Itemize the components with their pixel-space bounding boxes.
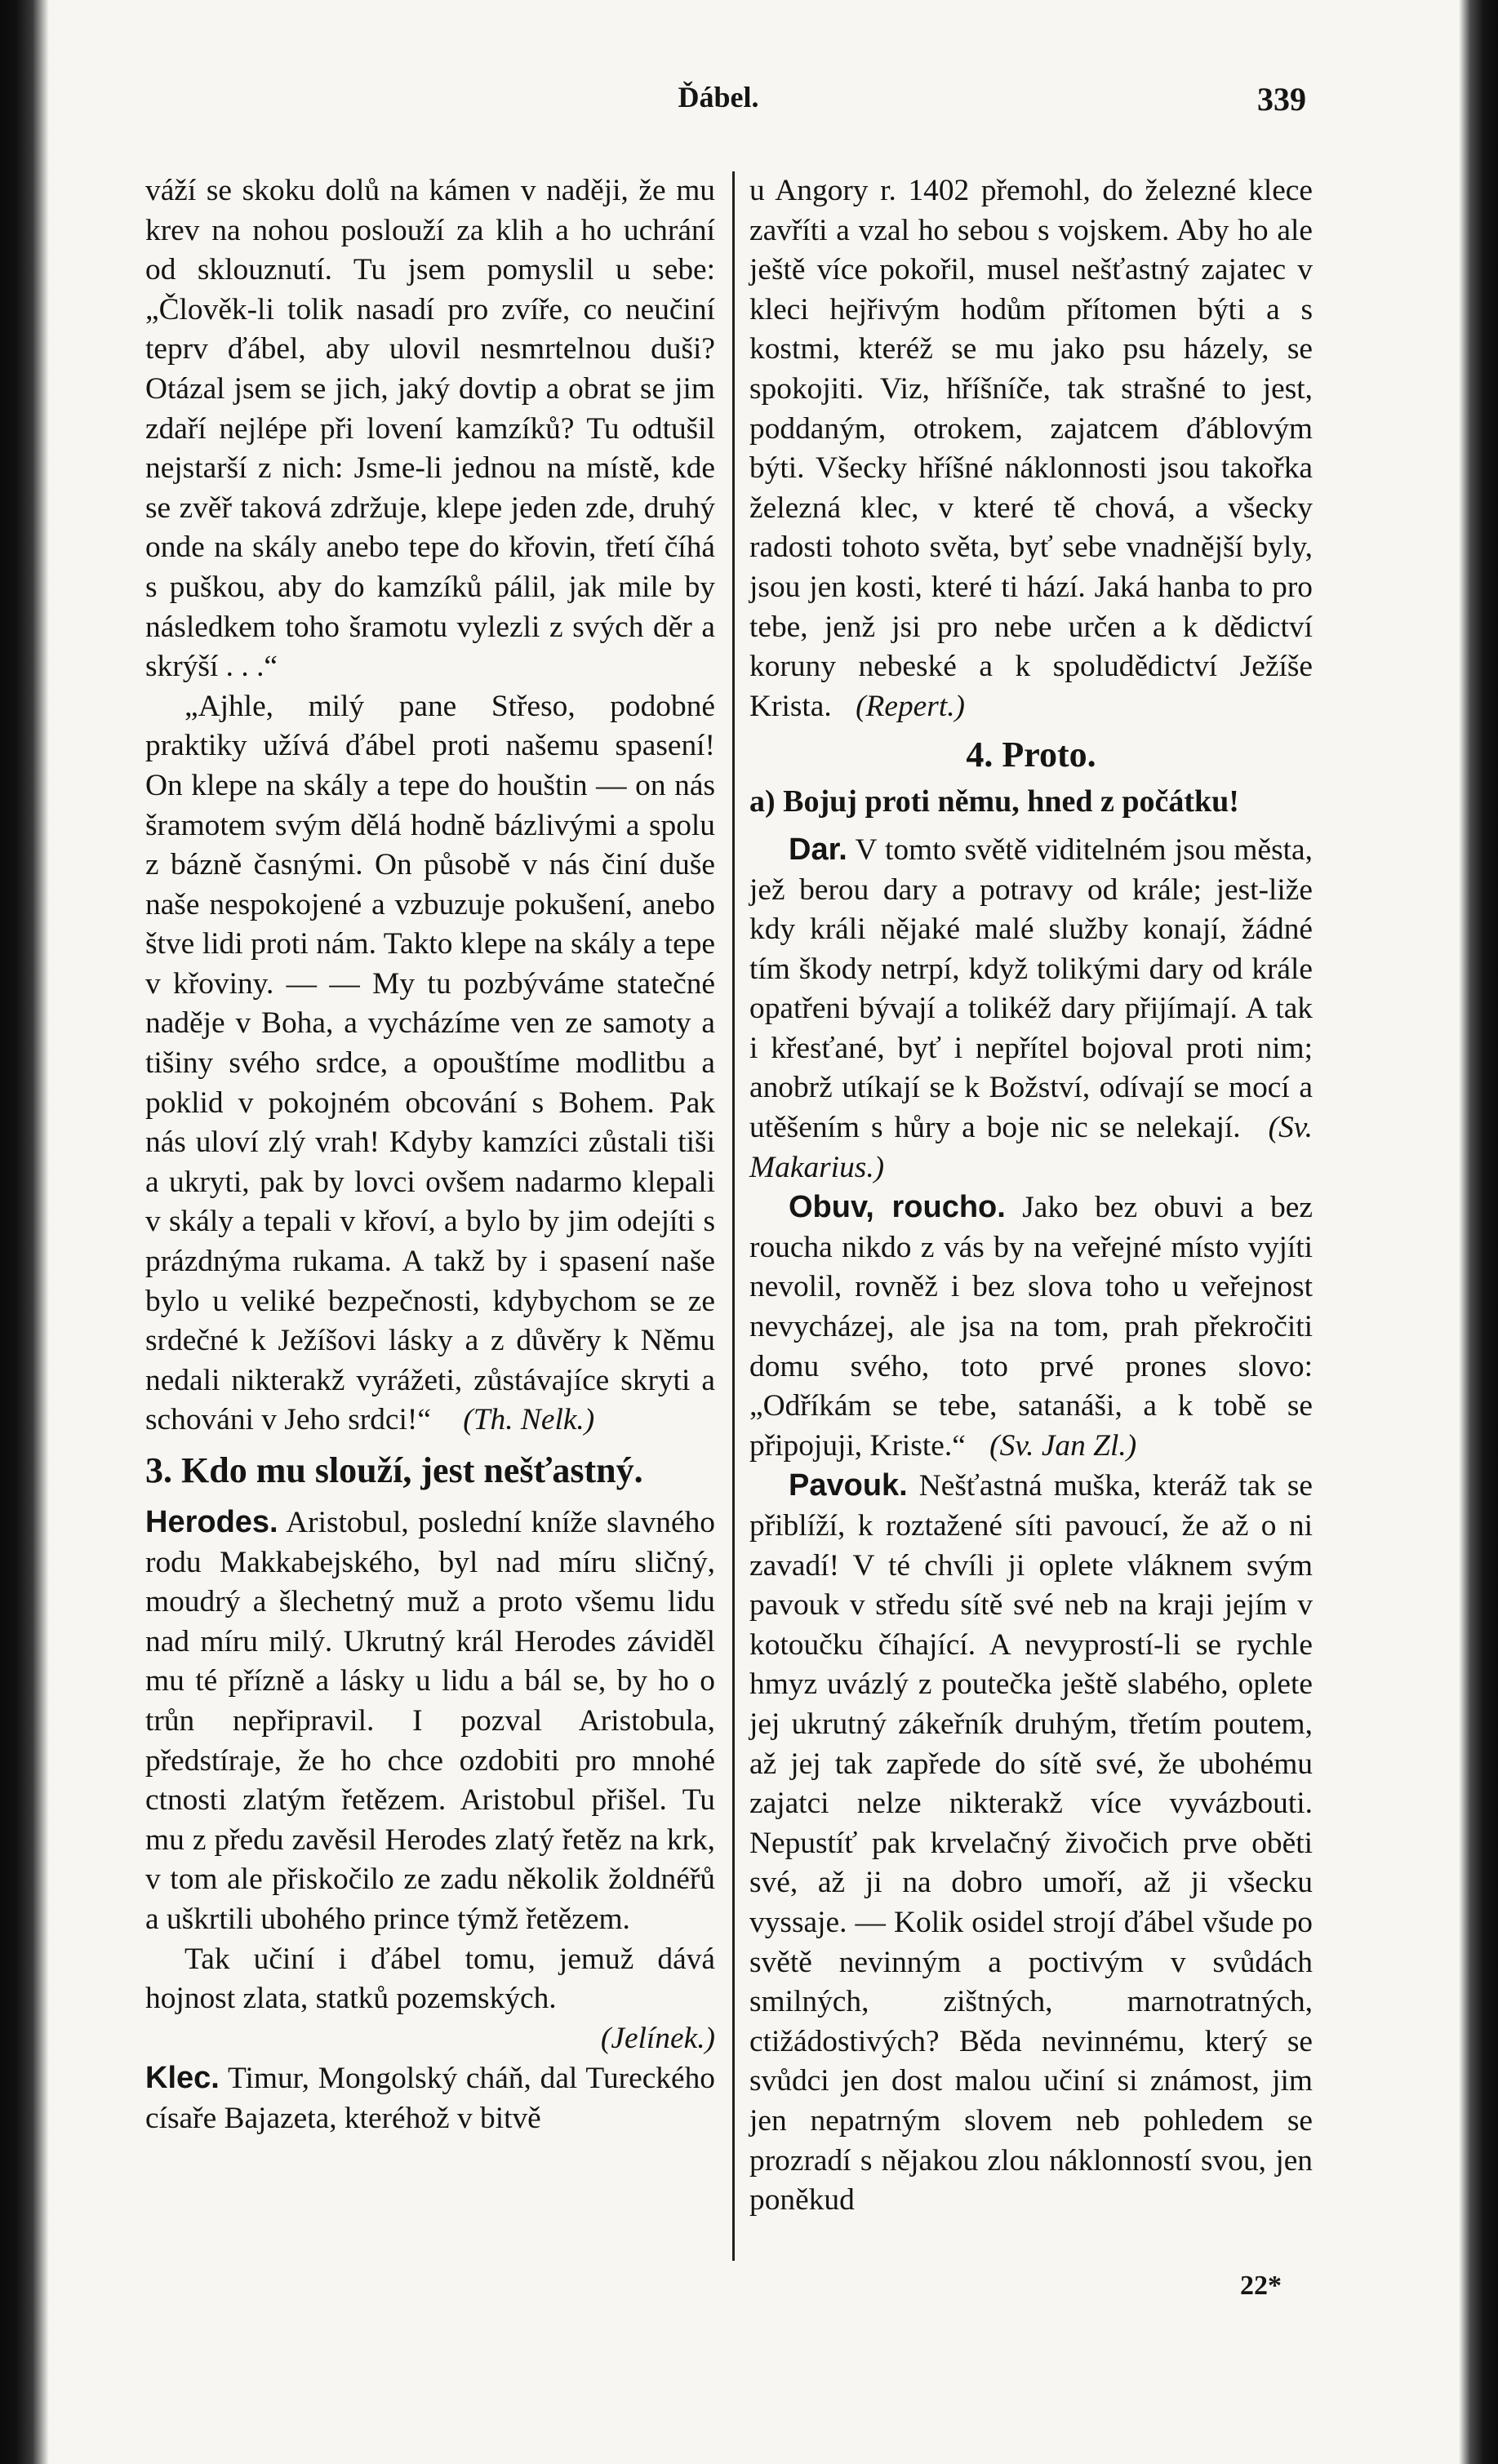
paragraph: [145, 687, 715, 1441]
paragraph: [749, 830, 1313, 1188]
scan-edge-right: [1459, 0, 1498, 2464]
paragraph: váží se skoku dolů na kámen v naději, že mu krev na nohou poslouží za klih a ho uchrání od sklouznutí. Tu jsem pomyslil u sebe: „Člověk-li tolik nasadí pro zvíře, co neučiní teprv ďábel, aby ulovil nesmrtelnou duši? Otázal jsem se jich, jaký dovtip a obrat se jim zdaří nejlépe při lovení kamzíků? Tu odtušil nejstarší z nich: Jsme-li jednou na místě, kde se zvěř taková zdržuje, klepe jeden zde, druhý onde na skály anebo tepe do křovin, třetí číhá s puškou, aby do kamzíků pálil, jak mile by následkem toho šramotu vylezli z svých děr a skrýší . . .“: [145, 174, 715, 684]
paragraph: [749, 1466, 1313, 2220]
section-heading: 4. Proto.: [966, 735, 1096, 775]
keyword-heading: Herodes.: [145, 1505, 278, 1539]
scan-edge-left: [0, 0, 49, 2464]
paragraph-text: Aristobul, poslední kníže slavného rodu Makkabejského, byl nad míru sličný, moudrý a šlechetný muž a proto všemu lidu nad míru milý. Ukrutný král Herodes záviděl mu té přízně a lásky u lidu a bál se, by ho o trůn nepřipravil. I pozval Aristobula, předstíraje, že ho chce ozdobiti pro mnohé ctnosti zlatým řetězem. Aristobul přišel. Tu mu z předu zavěsil Herodes zlatý řetěz na krk, v tom ale přiskočilo ze zadu několik žoldnéřů a uškrtili ubohého prince týmž řetězem.: [145, 1506, 715, 1936]
paragraph: [145, 2058, 715, 2138]
keyword-heading: Dar.: [789, 832, 847, 867]
paragraph-text: V tomto světě viditelném jsou města, jež berou dary a potravy od krále; jest-liže kdy králi nějaké malé služby konají, žádné tím škody netrpí, když tolikými dary od krále opatřeni bývají a tolikéž dary přijímají. A tak i křesťané, byť i nepřítel bojoval proti nim; anobrž utíkají se k Božství, odívají se mocí a utěšením s hůry a boje nic se nelekají.: [749, 832, 1313, 1145]
citation: (Repert.): [856, 689, 966, 723]
subheading: a) Bojuj proti němu, hned z počátku!: [749, 784, 1239, 819]
signature-mark: 22*: [1240, 2271, 1282, 2301]
keyword-heading: Pavouk.: [789, 1468, 908, 1503]
paragraph-text: Nešťastná muška, kteráž tak se přiblíží, k roztažené síti pavoucí, že až o ni zavadí! V té chvíli ji oplete vláknem svým pavouk v středu sítě své neb na kraji jejím v kotoučku číhající. A nevyprostí-li se rychle hmyz uvázlý z poutečka ještě slabého, oplete jej ukrutný zákeřník druhým, třetím poutem, až jej tak zapřede do sítě své, že ubohému zajatci nelze nikterakž více vyvázbouti. Nepustíť pak krvelačný živočich prve oběti své, až ji na dobro umoří, až ji všecku vyssaje. — Kolik osidel strojí ďábel všude po světě nevinným a poctivým v svůdách smilných, zištných, marnotratných, ctižádostivých? Běda nevinnému, který se svůdci jen dost malou učiní si známost, jim jen nepatrným slovem neb pohledem se prozradí s nějakou zlou náklonností svou, jen poněkud: [749, 1469, 1313, 2218]
section-heading: 3. Kdo mu slouží, jest nešťastný.: [145, 1450, 643, 1490]
keyword-heading: Klec.: [145, 2061, 220, 2096]
paragraph: [145, 1503, 715, 1940]
paragraph-text: u Angory r. 1402 přemohl, do železné klece zavříti a vzal ho sebou s vojskem. Aby ho ale ještě více pokořil, musel nešťastný zajatec v kleci hejřivým hodům přítomen býti a s kostmi, kteréž se mu jako psu házely, se spokojiti. Viz, hříšníče, tak strašné to jest, poddaným, otrokem, zajatcem ďáblovým býti. Všecky hříšné náklonnosti jsou takořka železná klec, v které tě chová, a všecky radosti tohoto světa, byť sebe vnadnější byly, jsou jen kosti, které ti hází. Jaká hanba to pro tebe, jenž jsi pro nebe určen a k dědictví koruny nebeské a k spoludědictví Ježíše Krista.: [749, 174, 1313, 723]
left-column: [145, 171, 715, 2139]
page-number: 339: [1257, 81, 1306, 118]
keyword-heading: Obuv, roucho.: [789, 1190, 1006, 1225]
running-header: Ďábel.: [678, 81, 759, 113]
citation: (Sv. Jan Zl.): [989, 1428, 1137, 1463]
citation: (Jelínek.): [600, 2021, 715, 2055]
column-divider: [732, 171, 735, 2261]
paragraph: [749, 1188, 1313, 1466]
paragraph: [749, 171, 1313, 726]
paragraph-text: Jako bez obuvi a bez roucha nikdo z vás by na veřejné místo vyjíti nevolil, rovněž i bez slova toho u veřejnost nevycházej, ale jsa na tom, prah překročiti domu svého, toto prvé prones slovo: „Odříkám se tebe, satanáši, a k tobě se připojuji, Kriste.“: [749, 1191, 1313, 1463]
right-column: [749, 171, 1313, 2221]
paragraph-text: Timur, Mongolský cháň, dal Tureckého císaře Bajazeta, kteréhož v bitvě: [145, 2062, 715, 2135]
paragraph-text: „Ajhle, milý pane Střeso, podobné praktiky užívá ďábel proti našemu spasení! On klepe na skály a tepe do houštin — on nás šramotem svým dělá hodně bázlivými a spolu z bázně časnými. On působě v nás činí duše naše nespokojené a vzbuzuje pokušení, anebo štve lidi proti nám. Takto klepe na skály a tepe v křoviny. — — My tu pozbýváme statečné naděje v Boha, a vycházíme ven ze samoty a tišiny svého srdce, a opouštíme modlitbu a poklid v pokojném obcování s Bohem. Pak nás uloví zlý vrah! Kdyby kamzíci zůstali tiši a ukryti, pak by lovci ovšem nadarmo klepali v skály a tepali v křoví, a bylo by jim odejíti s prázdnýma rukama. A takž by i spasení naše bylo u veliké bezpečnosti, kdybychom se ze srdečné k Ježíšovi lásky a z důvěry k Němu nedali nikterakž vyrážeti, zůstávajíce skryti a schováni v Jeho srdci!“: [145, 689, 715, 1437]
paragraph: Tak učiní i ďábel tomu, jemuž dává hojnost zlata, statků pozemských.: [145, 1942, 715, 2016]
citation: (Sv. Makarius.): [749, 1111, 1313, 1184]
citation: (Th. Nelk.): [463, 1403, 595, 1437]
